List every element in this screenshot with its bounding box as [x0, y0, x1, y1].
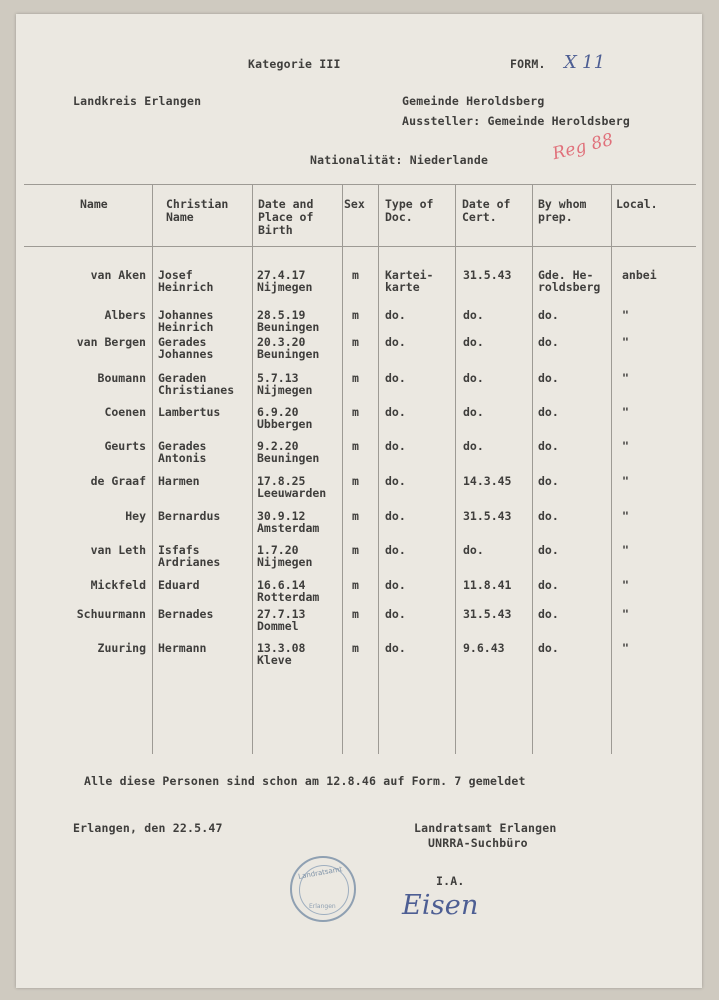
cell-christian: Josef Heinrich — [158, 268, 214, 294]
cell-sex: m — [352, 405, 359, 419]
landkreis-label: Landkreis Erlangen — [73, 94, 202, 108]
cell-christian: Bernades — [158, 607, 214, 621]
cell-name: Coenen — [104, 405, 146, 419]
official-stamp — [290, 856, 356, 922]
cell-christian: Eduard — [158, 578, 200, 592]
aussteller-label: Aussteller: Gemeinde Heroldsberg — [402, 114, 630, 128]
cell-birth: 13.3.08 Kleve — [257, 641, 306, 667]
cell-christian: Geraden Christianes — [158, 371, 235, 397]
column-header: Local. — [616, 197, 658, 211]
cell-birth: 1.7.20 Nijmegen — [257, 543, 313, 569]
cell-sex: m — [352, 371, 359, 385]
column-header: By whom prep. — [538, 197, 587, 224]
col-divider — [455, 184, 456, 754]
cell-local: " — [622, 543, 629, 557]
cell-christian: Hermann — [158, 641, 207, 655]
document-page — [16, 14, 702, 988]
cell-prep: do. — [538, 607, 559, 621]
cell-local: " — [622, 474, 629, 488]
cell-birth: 16.6.14 Rotterdam — [257, 578, 320, 604]
cell-prep: Gde. He- roldsberg — [538, 268, 601, 294]
cell-name: Zuuring — [97, 641, 146, 655]
cell-birth: 27.4.17 Nijmegen — [257, 268, 313, 294]
cell-birth: 30.9.12 Amsterdam — [257, 509, 320, 535]
cell-sex: m — [352, 439, 359, 453]
cell-prep: do. — [538, 371, 559, 385]
cell-prep: do. — [538, 474, 559, 488]
cell-doc: do. — [385, 439, 406, 453]
cell-sex: m — [352, 641, 359, 655]
cell-doc: do. — [385, 607, 406, 621]
cell-christian: Johannes Heinrich — [158, 308, 214, 334]
cell-cert: do. — [463, 371, 484, 385]
cell-sex: m — [352, 509, 359, 523]
col-divider — [152, 184, 153, 754]
cell-cert: do. — [463, 308, 484, 322]
column-header: Name — [80, 197, 108, 211]
column-header: Date and Place of Birth — [258, 197, 314, 237]
cell-birth: 5.7.13 Nijmegen — [257, 371, 313, 397]
col-divider — [252, 184, 253, 754]
cell-birth: 6.9.20 Ubbergen — [257, 405, 313, 431]
cell-name: van Aken — [90, 268, 146, 282]
cell-doc: do. — [385, 335, 406, 349]
cell-christian: Lambertus — [158, 405, 221, 419]
cell-cert: 11.8.41 — [463, 578, 512, 592]
signature: Eisen — [402, 890, 479, 921]
ia-label: I.A. — [436, 874, 465, 888]
cell-christian: Gerades Antonis — [158, 439, 207, 465]
cell-name: de Graaf — [90, 474, 146, 488]
kategorie-label: Kategorie III — [248, 57, 341, 71]
form-number: 11 — [582, 52, 606, 73]
cell-birth: 9.2.20 Beuningen — [257, 439, 320, 465]
cell-sex: m — [352, 543, 359, 557]
gemeinde-label: Gemeinde Heroldsberg — [402, 94, 545, 108]
stamp-subtext: Erlangen — [309, 903, 336, 910]
cell-sex: m — [352, 607, 359, 621]
column-header: Christian Name — [166, 197, 229, 224]
footer-note: Alle diese Personen sind schon am 12.8.46 auf Form. 7 gemeldet — [84, 774, 526, 788]
cell-cert: do. — [463, 335, 484, 349]
cell-name: Boumann — [97, 371, 146, 385]
cell-christian: Gerades Johannes — [158, 335, 214, 361]
cell-prep: do. — [538, 543, 559, 557]
cell-christian: Harmen — [158, 474, 200, 488]
cell-local: " — [622, 371, 629, 385]
cell-local: " — [622, 641, 629, 655]
cell-local: " — [622, 607, 629, 621]
col-divider — [342, 184, 343, 754]
cell-doc: do. — [385, 578, 406, 592]
cell-cert: 14.3.45 — [463, 474, 512, 488]
cell-cert: do. — [463, 543, 484, 557]
cell-prep: do. — [538, 578, 559, 592]
column-header: Sex — [344, 197, 365, 211]
cell-sex: m — [352, 578, 359, 592]
office-name: Landratsamt Erlangen — [414, 821, 557, 835]
cell-sex: m — [352, 268, 359, 282]
cell-doc: do. — [385, 371, 406, 385]
cell-prep: do. — [538, 335, 559, 349]
cell-doc: do. — [385, 405, 406, 419]
form-mark: X — [564, 52, 578, 73]
cell-cert: 31.5.43 — [463, 268, 512, 282]
cell-cert: do. — [463, 405, 484, 419]
cell-local: " — [622, 509, 629, 523]
cell-prep: do. — [538, 308, 559, 322]
cell-christian: Isfafs Ardrianes — [158, 543, 221, 569]
cell-doc: do. — [385, 509, 406, 523]
cell-cert: 9.6.43 — [463, 641, 505, 655]
cell-prep: do. — [538, 405, 559, 419]
cell-prep: do. — [538, 641, 559, 655]
cell-local: " — [622, 578, 629, 592]
cell-prep: do. — [538, 439, 559, 453]
office-subtitle: UNRRA-Suchbüro — [428, 836, 528, 850]
cell-name: van Bergen — [76, 335, 146, 349]
cell-birth: 27.7.13 Dommel — [257, 607, 306, 633]
cell-name: Schuurmann — [76, 607, 146, 621]
column-header: Type of Doc. — [385, 197, 434, 224]
col-divider — [611, 184, 612, 754]
place-date: Erlangen, den 22.5.47 — [73, 821, 223, 835]
cell-sex: m — [352, 308, 359, 322]
cell-cert: 31.5.43 — [463, 607, 512, 621]
cell-local: anbei — [622, 268, 657, 282]
cell-doc: do. — [385, 308, 406, 322]
cell-birth: 17.8.25 Leeuwarden — [257, 474, 327, 500]
cell-christian: Bernardus — [158, 509, 221, 523]
col-divider — [532, 184, 533, 754]
cell-doc: do. — [385, 641, 406, 655]
cell-name: Albers — [104, 308, 146, 322]
col-divider — [378, 184, 379, 754]
stamp-text: Landratsamt — [297, 865, 343, 881]
column-header: Date of Cert. — [462, 197, 511, 224]
cell-local: " — [622, 308, 629, 322]
table-header-rule — [24, 246, 696, 247]
cell-local: " — [622, 335, 629, 349]
cell-local: " — [622, 439, 629, 453]
handwritten-note: Reg 88 — [550, 129, 616, 165]
cell-name: Hey — [125, 509, 146, 523]
table-top-rule — [24, 184, 696, 185]
cell-sex: m — [352, 335, 359, 349]
cell-local: " — [622, 405, 629, 419]
cell-doc: Kartei- karte — [385, 268, 434, 294]
cell-prep: do. — [538, 509, 559, 523]
cell-cert: 31.5.43 — [463, 509, 512, 523]
cell-cert: do. — [463, 439, 484, 453]
cell-name: Mickfeld — [90, 578, 146, 592]
cell-birth: 20.3.20 Beuningen — [257, 335, 320, 361]
cell-doc: do. — [385, 543, 406, 557]
nationalitaet-label: Nationalität: Niederlande — [310, 153, 489, 167]
form-label: FORM. — [510, 57, 546, 71]
cell-birth: 28.5.19 Beuningen — [257, 308, 320, 334]
cell-sex: m — [352, 474, 359, 488]
cell-doc: do. — [385, 474, 406, 488]
cell-name: van Leth — [90, 543, 146, 557]
cell-name: Geurts — [104, 439, 146, 453]
